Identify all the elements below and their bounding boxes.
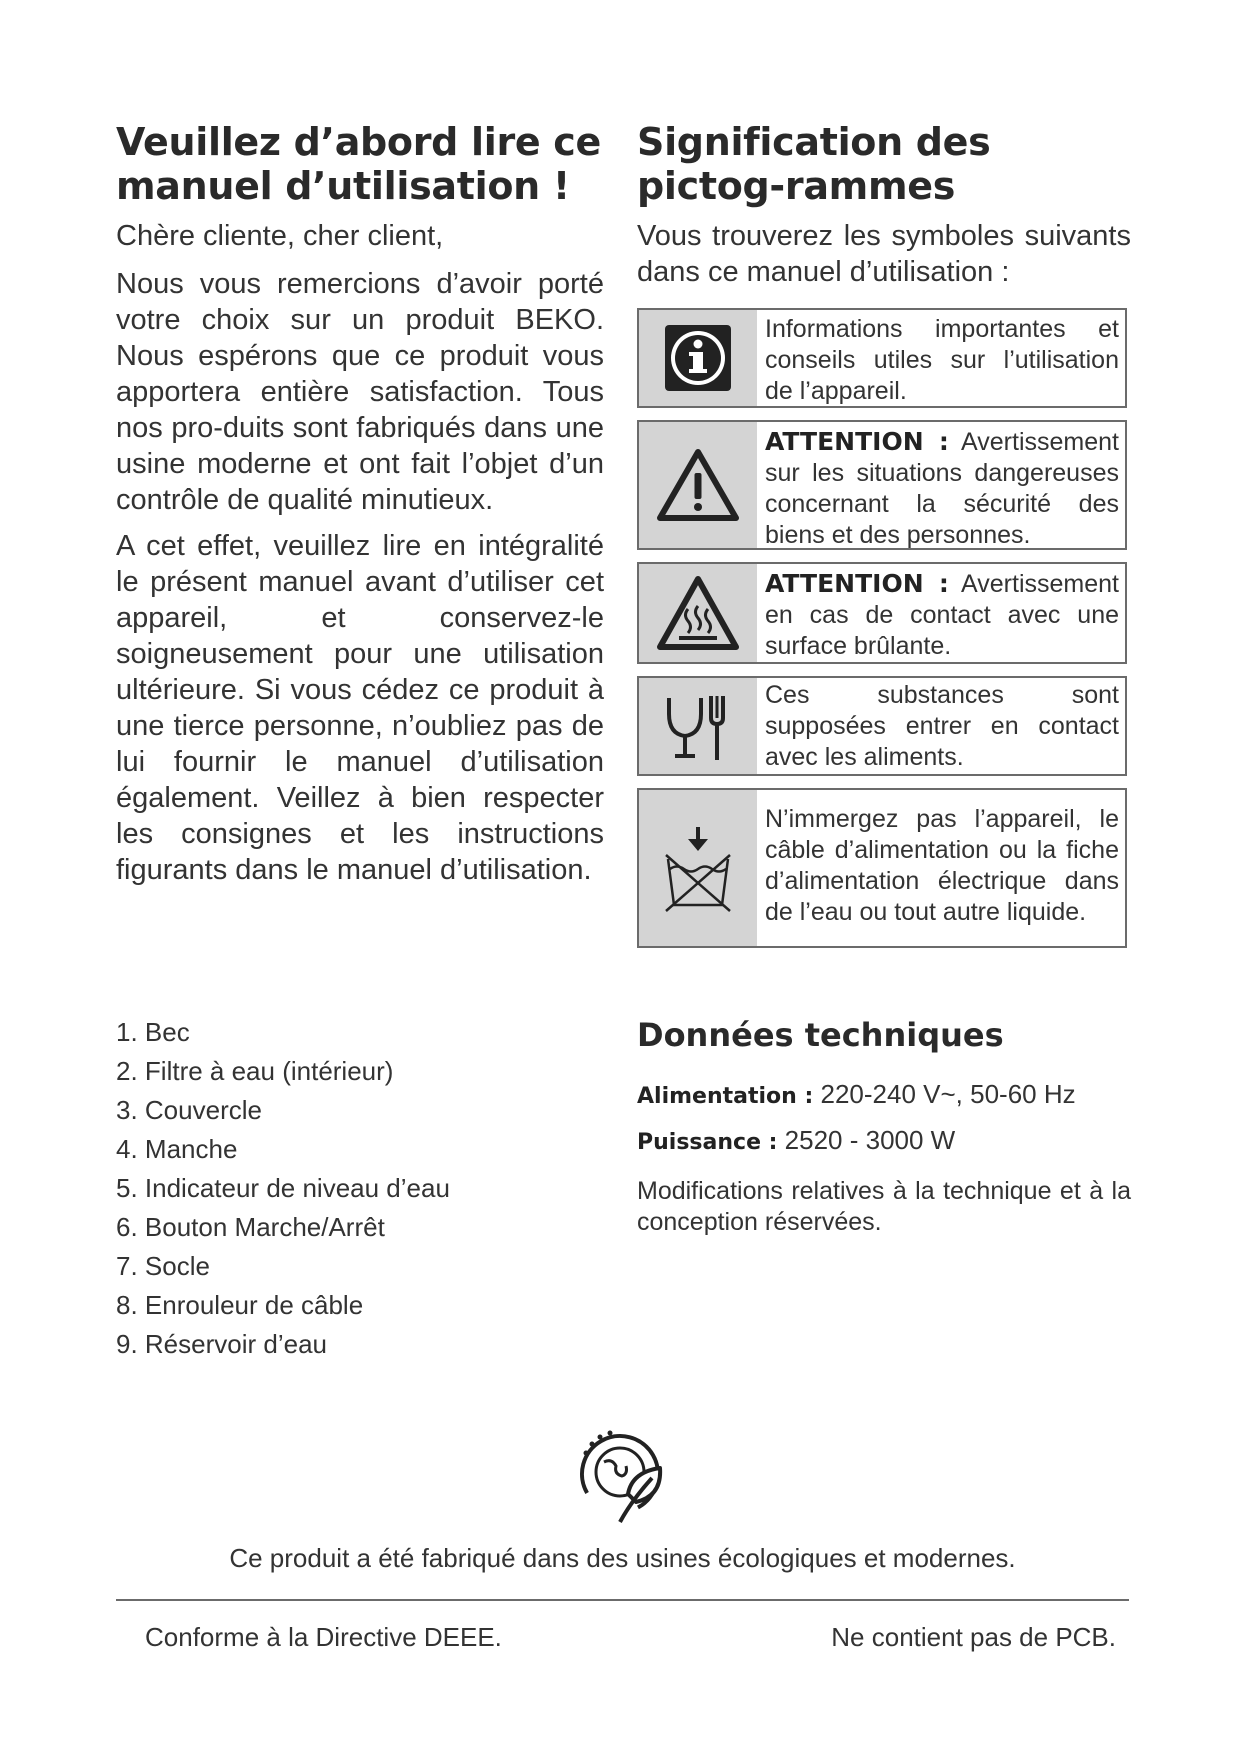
modifications-note: Modifications relatives à la technique et à la conception réservées.: [637, 1177, 1131, 1236]
component-item: 5. Indicateur de niveau d’eau: [116, 1173, 450, 1203]
intro-title: Veuillez d’abord lire ce manuel d’utilisation !: [116, 120, 602, 208]
pictogram-label-warning: ATTENTION :: [765, 427, 949, 456]
intro-section: [116, 120, 604, 898]
pictogram-label-hot-surface: ATTENTION :: [765, 569, 949, 598]
intro-paragraph-2: A cet effet, veuillez lire en intégralité le présent manuel avant d’utiliser cet appareil, et conservez-le soigneusement pour une utilisation ultérieure. Si vous cédez ce produit à une tierce personne, n’oubliez pas de lui fournir le manuel d’utilisation également. Veillez à bien respecter les consignes et les instructions figurants dans le manuel d’utilisation.: [116, 530, 604, 886]
pictogram-text-no-immersion: N’immergez pas l’appareil, le câble d’alimentation ou la fiche d’alimentation électrique dans de l’eau ou tout autre liquide.: [765, 805, 1119, 926]
intro-paragraph-1: Nous vous remercions d’avoir porté votre choix sur un produit BEKO. Nous espérons que ce produit vous apportera entière satisfaction. Tous nos pro-duits sont fabriqués dans une usine moderne et ont fait l’objet d’un contrôle de qualité minutieux.: [116, 268, 604, 516]
footer-divider: [116, 1599, 1129, 1601]
warning-icon: [639, 422, 757, 548]
weee-compliance: Conforme à la Directive DEEE.: [145, 1622, 502, 1652]
technical-title: Données techniques: [637, 1016, 1004, 1054]
greeting: Chère cliente, cher client,: [116, 220, 444, 252]
eco-globe-leaf-icon: [570, 1422, 674, 1534]
component-item: 7. Socle: [116, 1251, 210, 1281]
hot-surface-icon: [639, 564, 757, 662]
pictogram-text-warning: Avertissement sur les situations dangereuses concernant la sécurité des biens et des personnes.: [765, 428, 1119, 549]
power-supply-label: Alimentation :: [637, 1084, 814, 1109]
pictograms-section: [637, 120, 1131, 960]
pictogram-row-food-contact: [637, 676, 1127, 776]
pictogram-row-info: [637, 308, 1127, 408]
component-item: 9. Réservoir d’eau: [116, 1329, 327, 1359]
info-icon: [639, 310, 757, 406]
eco-statement: Ce produit a été fabriqué dans des usines écologiques et modernes.: [229, 1543, 1016, 1573]
pictogram-text-info: Informations importantes et conseils utiles sur l’utilisation de l’appareil.: [765, 315, 1119, 405]
component-item: 4. Manche: [116, 1134, 238, 1164]
pictograms-title: Signification des pictog-rammes: [637, 120, 991, 208]
food-contact-icon: [639, 678, 757, 774]
power-spec: [637, 1123, 1131, 1160]
technical-data-section: [637, 1015, 1131, 1238]
no-immersion-icon: [639, 790, 757, 946]
pictogram-text-hot-surface: Avertissement en cas de contact avec une surface brûlante.: [765, 570, 1119, 660]
pictogram-text-food-contact: Ces substances sont supposées entrer en contact avec les aliments.: [765, 680, 1119, 771]
component-item: 8. Enrouleur de câble: [116, 1290, 364, 1320]
pcb-statement: Ne contient pas de PCB.: [831, 1622, 1116, 1652]
pictogram-row-hot-surface: [637, 562, 1127, 664]
component-item: 3. Couvercle: [116, 1095, 262, 1125]
power-label: Puissance :: [637, 1130, 778, 1155]
pictograms-intro: Vous trouverez les symboles suivants dans ce manuel d’utilisation :: [637, 220, 1131, 288]
pictogram-row-no-immersion: [637, 788, 1127, 948]
component-item: 6. Bouton Marche/Arrêt: [116, 1212, 385, 1242]
power-value: 2520 - 3000 W: [777, 1125, 956, 1155]
power-supply-value: 220-240 V~, 50-60 Hz: [813, 1079, 1076, 1109]
power-supply-spec: [637, 1077, 1131, 1114]
component-item: 2. Filtre à eau (intérieur): [116, 1056, 394, 1086]
component-item: 1. Bec: [116, 1017, 190, 1047]
pictogram-row-warning: [637, 420, 1127, 550]
components-list: [116, 1013, 616, 1364]
